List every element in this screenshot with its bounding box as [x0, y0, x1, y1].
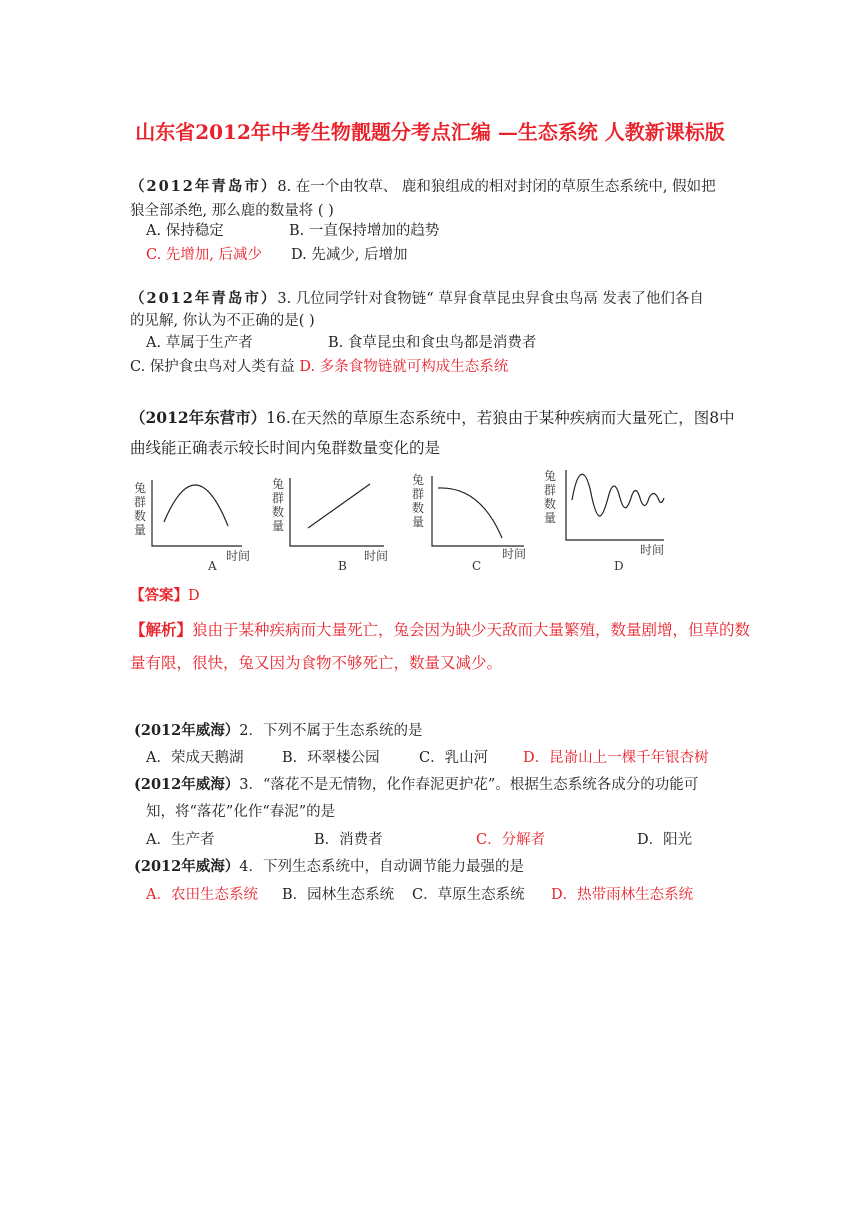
question-source: （2012年东营市） — [130, 408, 267, 427]
question-source: (2012年威海） — [134, 776, 240, 793]
answer-value: D — [188, 588, 200, 604]
option-c-answer: C. 先增加, 后减少 — [146, 247, 263, 263]
graph-ylabel-char: 数 — [544, 497, 557, 511]
question-source: （2012年青岛市） — [130, 290, 278, 307]
question-source: （2012年青岛市） — [130, 178, 278, 195]
graph-d-ylabel — [544, 469, 556, 525]
question-stem: 4．下列生态系统中，自动调节能力最强的是 — [239, 859, 524, 875]
option-c-answer: C．分解者 — [476, 832, 546, 848]
option-d: D. 先减少, 后增加 — [291, 247, 408, 263]
graph-a — [134, 480, 250, 573]
option-c: C．草原生态系统 — [412, 887, 525, 903]
graph-b-axes — [290, 478, 384, 546]
graph-c — [412, 473, 526, 573]
graph-ylabel-char: 数 — [272, 505, 285, 519]
option-d: D．阳光 — [637, 832, 693, 848]
graph-d-curve — [572, 474, 664, 516]
option-b: B. 一直保持增加的趋势 — [289, 223, 440, 239]
question-stem: 8. 在一个由牧草、 鹿和狼组成的相对封闭的草原生态系统中, 假如把 — [277, 179, 716, 195]
graph-xlabel: 时间 — [364, 549, 389, 563]
question-stem: 3．“落花不是无情物，化作春泥更护花”。根据生态系统各成分的功能可 — [239, 777, 699, 793]
graph-ylabel-char: 数 — [412, 501, 425, 515]
question-source: (2012年威海） — [134, 722, 240, 739]
graph-d-axes — [566, 470, 664, 540]
option-d-answer: D. 多条食物链就可构成生态系统 — [299, 359, 509, 375]
option-b: B．环翠楼公园 — [282, 750, 380, 766]
option-a-answer: A．农田生态系统 — [146, 887, 258, 903]
question-stem: 知，将“落花”化作“春泥”的是 — [146, 804, 336, 820]
graph-xlabel: 时间 — [226, 549, 251, 563]
graph-ylabel-char: 量 — [544, 511, 557, 525]
graph-d — [544, 469, 664, 573]
analysis-label: 【解析】 — [130, 620, 193, 639]
graph-ylabel-char: 兔 — [272, 477, 285, 491]
option-b: B．园林生态系统 — [282, 887, 395, 903]
graph-b-ylabel — [272, 477, 284, 533]
graph-letter: D — [614, 559, 624, 573]
answer-label: 【答案】 — [130, 587, 188, 604]
graph-ylabel-char: 量 — [272, 519, 285, 533]
graph-b-curve — [308, 484, 370, 528]
graph-letter: A — [208, 559, 217, 573]
graph-ylabel-char: 群 — [134, 495, 147, 509]
question-stem: 狼全部杀绝, 那么鹿的数量将 ( ) — [130, 203, 334, 219]
question-stem: 16.在天然的草原生态系统中，若狼由于某种疾病而大量死亡，图8中 — [266, 409, 735, 427]
graph-a-ylabel — [134, 481, 146, 537]
graph-c-axes — [432, 476, 524, 546]
graph-ylabel-char: 群 — [544, 483, 557, 497]
graph-xlabel: 时间 — [640, 543, 665, 557]
rabbit-population-graphs — [120, 462, 700, 582]
graph-ylabel-char: 量 — [134, 523, 147, 537]
option-b: B. 食草昆虫和食虫鸟都是消费者 — [328, 335, 537, 351]
question-stem: 的见解, 你认为不正确的是( ) — [130, 313, 315, 329]
graph-ylabel-char: 兔 — [134, 481, 147, 495]
graph-c-curve — [438, 488, 502, 538]
option-a: A．荣成天鹅湖 — [146, 750, 244, 766]
question-source: (2012年威海） — [134, 858, 240, 875]
graph-a-curve — [164, 485, 228, 526]
graph-ylabel-char: 兔 — [544, 469, 557, 483]
analysis-text: 狼由于某种疾病而大量死亡，兔会因为缺少天敌而大量繁殖，数量剧增，但草的数 — [192, 621, 751, 639]
analysis-text: 量有限，很快，兔又因为食物不够死亡，数量又减少。 — [130, 654, 503, 672]
graph-ylabel-char: 量 — [412, 515, 425, 529]
option-d-answer: D．昆嵛山上一棵千年银杏树 — [523, 750, 709, 766]
option-b: B．消费者 — [314, 832, 383, 848]
option-a: A. 草属于生产者 — [146, 335, 253, 351]
page-title: 山东省2012年中考生物靓题分考点汇编 —生态系统 人教新课标版 — [135, 120, 725, 144]
graph-letter: C — [472, 559, 482, 573]
option-c: C．乳山河 — [419, 750, 489, 766]
graph-ylabel-char: 兔 — [412, 473, 425, 487]
option-a: A. 保持稳定 — [146, 223, 224, 239]
graph-b — [272, 477, 388, 573]
question-stem: 2．下列不属于生态系统的是 — [239, 723, 423, 739]
question-stem: 3. 几位同学针对食物链“ 草舁食草昆虫舁食虫鸟鬲 发表了他们各自 — [277, 291, 704, 307]
graph-ylabel-char: 数 — [134, 509, 147, 523]
option-c: C. 保护食虫鸟对人类有益 — [130, 359, 295, 375]
graph-c-ylabel — [412, 473, 424, 529]
option-a: A．生产者 — [146, 832, 215, 848]
graph-xlabel: 时间 — [502, 547, 527, 561]
graph-letter: B — [338, 559, 347, 573]
option-d-answer: D．热带雨林生态系统 — [551, 887, 694, 903]
question-stem: 曲线能正确表示较长时间内兔群数量变化的是 — [130, 439, 441, 457]
graph-a-axes — [152, 480, 242, 546]
graph-ylabel-char: 群 — [272, 491, 285, 505]
graph-ylabel-char: 群 — [412, 487, 425, 501]
